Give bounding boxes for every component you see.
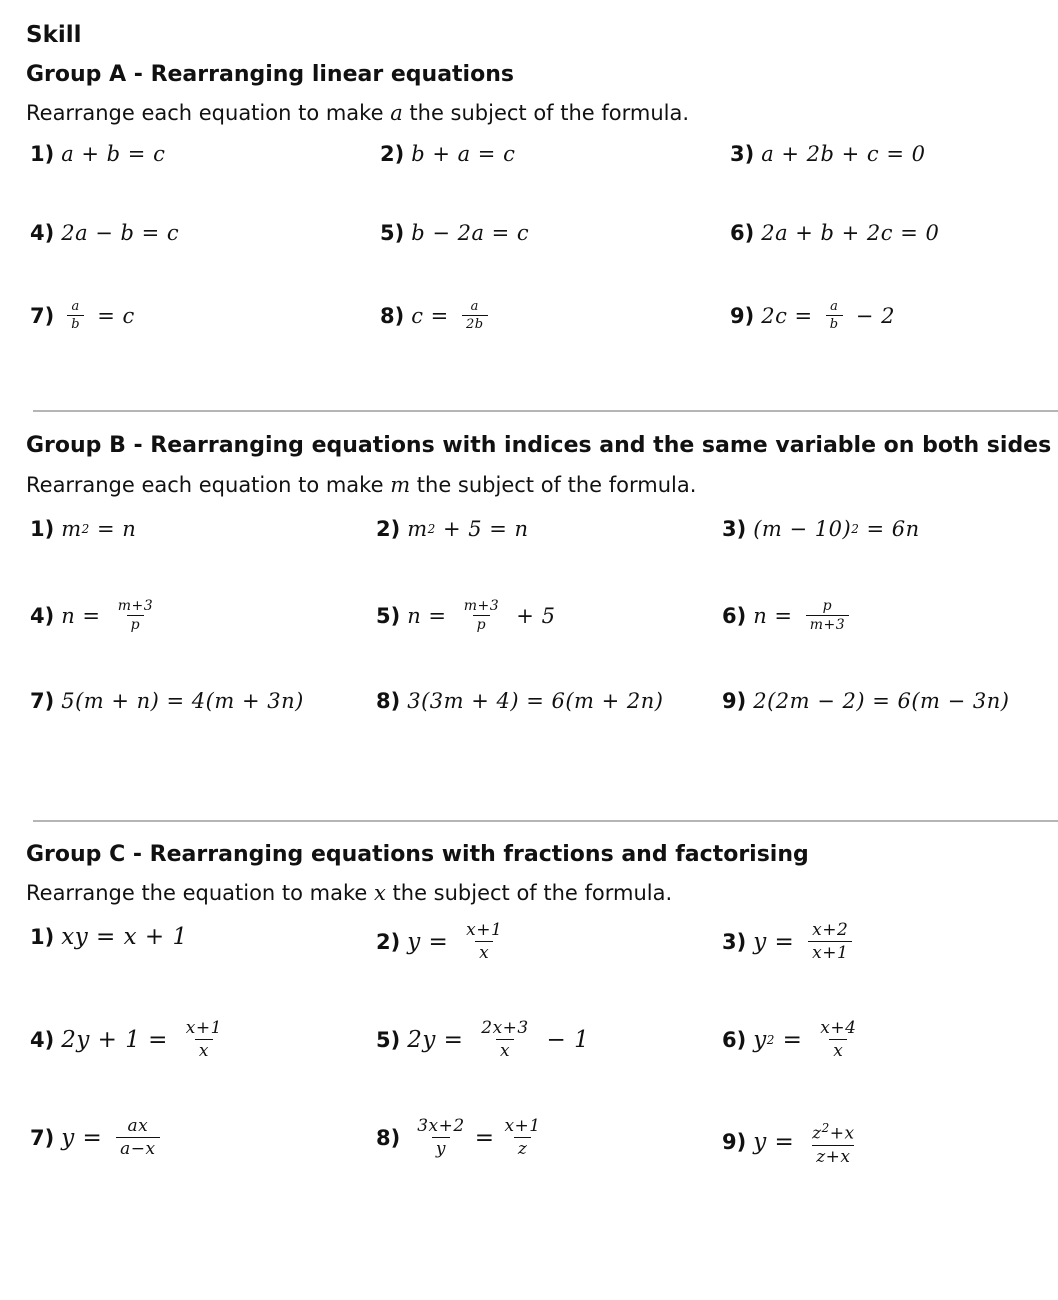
group-c-question-7 xyxy=(30,1116,166,1159)
instruction-text: the subject of the formula. xyxy=(402,101,690,125)
equation: 2(2m − 2) = 6(m − 3n) xyxy=(753,689,1010,713)
fraction xyxy=(808,920,852,963)
numerator: a xyxy=(470,299,479,314)
fraction xyxy=(806,598,849,633)
group-c-instruction xyxy=(26,881,672,905)
equation: 2a + b + 2c = 0 xyxy=(761,221,940,245)
question-number: 2) xyxy=(380,142,405,166)
equation-part: 2y + 1 = xyxy=(61,1026,176,1053)
question-number: 9) xyxy=(722,1130,747,1155)
numerator xyxy=(808,1118,858,1145)
denominator: p xyxy=(473,615,490,633)
question-number: 2) xyxy=(376,929,401,954)
fraction xyxy=(462,299,488,332)
group-b-question-6 xyxy=(722,598,855,633)
group-c-question-4 xyxy=(30,1018,232,1061)
equation-part: = 6n xyxy=(859,517,920,541)
question-number: 5) xyxy=(380,221,405,245)
denominator: b xyxy=(826,315,843,332)
equation-part: n = xyxy=(61,603,108,628)
question-number: 4) xyxy=(30,603,55,628)
equation-part: m xyxy=(407,517,428,541)
instruction-text: Rearrange the equation to make xyxy=(26,881,374,905)
numerator: x+1 xyxy=(185,1018,222,1038)
numerator: x+1 xyxy=(466,920,503,940)
group-b-question-4 xyxy=(30,598,163,633)
group-a-question-6 xyxy=(730,221,939,245)
group-a-question-9 xyxy=(730,299,895,332)
denominator: y xyxy=(432,1137,450,1159)
fraction xyxy=(477,1018,532,1061)
group-c-question-8 xyxy=(376,1116,551,1159)
equation: a + 2b + c = 0 xyxy=(761,142,926,166)
denominator: x+1 xyxy=(808,941,852,963)
denominator: b xyxy=(67,315,84,332)
group-c-question-2 xyxy=(376,920,512,963)
group-c-question-3 xyxy=(722,920,858,963)
group-a-instruction xyxy=(26,101,689,125)
denominator: x xyxy=(195,1039,213,1061)
numerator: x+2 xyxy=(812,920,849,940)
denominator: p xyxy=(127,615,144,633)
equation-part: 2c = xyxy=(761,303,820,328)
equation-part: y = xyxy=(61,1124,111,1151)
question-number: 3) xyxy=(722,929,747,954)
section-divider xyxy=(33,820,1058,822)
numerator: m+3 xyxy=(117,598,154,614)
equation-part: y xyxy=(753,1026,767,1053)
question-number: 6) xyxy=(722,603,747,628)
question-number: 9) xyxy=(730,303,755,328)
fraction xyxy=(413,1116,468,1159)
equation: 5(m + n) = 4(m + 3n) xyxy=(61,689,304,713)
equation-part: 2y = xyxy=(407,1026,472,1053)
instruction-text: Rearrange each equation to make xyxy=(26,473,391,497)
fraction xyxy=(500,1116,544,1159)
question-number: 7) xyxy=(30,303,55,328)
group-b-instruction xyxy=(26,473,696,497)
fraction xyxy=(116,1116,159,1159)
denominator: z xyxy=(514,1137,531,1159)
section-divider xyxy=(33,410,1058,412)
group-a-question-7 xyxy=(30,299,135,332)
equation-part: = c xyxy=(90,303,135,328)
group-a-title: Group A - Rearranging linear equations xyxy=(26,62,514,87)
equation-part: y = xyxy=(753,928,803,955)
fraction xyxy=(816,1018,860,1061)
numerator: 2x+3 xyxy=(481,1018,529,1038)
question-number: 8) xyxy=(380,303,405,328)
group-c-title: Group C - Rearranging equations with fractions and factorising xyxy=(26,842,809,867)
fraction xyxy=(808,1118,858,1167)
question-number: 5) xyxy=(376,603,401,628)
fraction xyxy=(67,299,84,332)
question-number: 7) xyxy=(30,1125,55,1150)
fraction xyxy=(460,598,503,633)
exponent: 2 xyxy=(851,522,860,536)
group-c-question-6 xyxy=(722,1018,866,1061)
instruction-text: Rearrange each equation to make xyxy=(26,101,391,125)
group-b-question-3 xyxy=(722,517,920,541)
group-a-question-8 xyxy=(380,299,494,332)
numerator: a xyxy=(71,299,80,314)
group-a-question-5 xyxy=(380,221,529,245)
exponent: 2 xyxy=(427,522,436,536)
question-number: 3) xyxy=(722,517,747,541)
group-b-question-8 xyxy=(376,689,663,713)
numerator: p xyxy=(822,598,833,614)
group-c-question-5 xyxy=(376,1018,589,1061)
instruction-variable: m xyxy=(390,473,411,497)
numerator: x+1 xyxy=(504,1116,541,1136)
group-a-question-3 xyxy=(730,142,926,166)
group-b-question-2 xyxy=(376,517,529,541)
equation-part: + 5 = n xyxy=(435,517,529,541)
equation: a + b = c xyxy=(61,142,166,166)
denominator: m+3 xyxy=(806,615,849,633)
question-number: 1) xyxy=(30,142,55,166)
denominator: a−x xyxy=(116,1137,159,1159)
fraction xyxy=(182,1018,226,1061)
question-number: 6) xyxy=(730,221,755,245)
question-number: 2) xyxy=(376,517,401,541)
equation: xy = x + 1 xyxy=(61,924,188,950)
question-number: 3) xyxy=(730,142,755,166)
group-b-question-1 xyxy=(30,517,136,541)
equation-part: = xyxy=(474,1124,495,1151)
equation-part: + 5 xyxy=(509,603,556,628)
instruction-variable: x xyxy=(374,881,386,905)
instruction-variable: a xyxy=(390,101,403,125)
numerator: 3x+2 xyxy=(417,1116,465,1136)
equation-part: = n xyxy=(89,517,137,541)
equation-part: n = xyxy=(753,603,800,628)
numerator: ax xyxy=(127,1116,149,1136)
equation: b − 2a = c xyxy=(411,221,530,245)
equation: 2a − b = c xyxy=(61,221,180,245)
group-b-question-9 xyxy=(722,689,1009,713)
exponent: 2 xyxy=(766,1032,775,1047)
question-number: 8) xyxy=(376,1125,401,1150)
equation-part: y = xyxy=(407,928,457,955)
question-number: 4) xyxy=(30,221,55,245)
group-b-question-5 xyxy=(376,598,555,633)
equation-part: y = xyxy=(753,1129,803,1156)
question-number: 9) xyxy=(722,689,747,713)
instruction-text: the subject of the formula. xyxy=(410,473,697,497)
fraction xyxy=(114,598,157,633)
denominator: z+x xyxy=(812,1145,854,1167)
denominator: x xyxy=(496,1039,514,1061)
question-number: 8) xyxy=(376,689,401,713)
equation-part: n = xyxy=(407,603,454,628)
fraction xyxy=(462,920,506,963)
group-c-question-1 xyxy=(30,924,188,950)
group-a-question-2 xyxy=(380,142,515,166)
equation-part: m xyxy=(61,517,82,541)
numerator-rest: +x xyxy=(829,1123,855,1144)
fraction xyxy=(826,299,843,332)
denominator: x xyxy=(475,941,493,963)
question-number: 4) xyxy=(30,1027,55,1052)
group-c-question-9 xyxy=(722,1118,865,1167)
group-b-title: Group B - Rearranging equations with indices and the same variable on both sides xyxy=(26,433,1052,458)
question-number: 7) xyxy=(30,689,55,713)
question-number: 1) xyxy=(30,517,55,541)
group-b-question-7 xyxy=(30,689,304,713)
equation-part: = xyxy=(774,1026,811,1053)
numerator-base: z xyxy=(812,1123,822,1144)
question-number: 6) xyxy=(722,1027,747,1052)
group-a-question-4 xyxy=(30,221,179,245)
numerator: m+3 xyxy=(463,598,500,614)
skill-heading: Skill xyxy=(26,22,82,48)
exponent: 2 xyxy=(821,1121,830,1135)
question-number: 5) xyxy=(376,1027,401,1052)
equation: 3(3m + 4) = 6(m + 2n) xyxy=(407,689,664,713)
exponent: 2 xyxy=(81,522,90,536)
denominator: x xyxy=(829,1039,847,1061)
numerator: x+4 xyxy=(820,1018,857,1038)
instruction-text: the subject of the formula. xyxy=(385,881,673,905)
equation-part: − 2 xyxy=(848,303,895,328)
group-a-question-1 xyxy=(30,142,165,166)
question-number: 1) xyxy=(30,925,55,949)
equation-part: c = xyxy=(411,303,456,328)
denominator: 2b xyxy=(462,315,488,332)
equation: b + a = c xyxy=(411,142,516,166)
equation-part: (m − 10) xyxy=(753,517,852,541)
equation-part: − 1 xyxy=(538,1026,590,1053)
numerator: a xyxy=(830,299,839,314)
